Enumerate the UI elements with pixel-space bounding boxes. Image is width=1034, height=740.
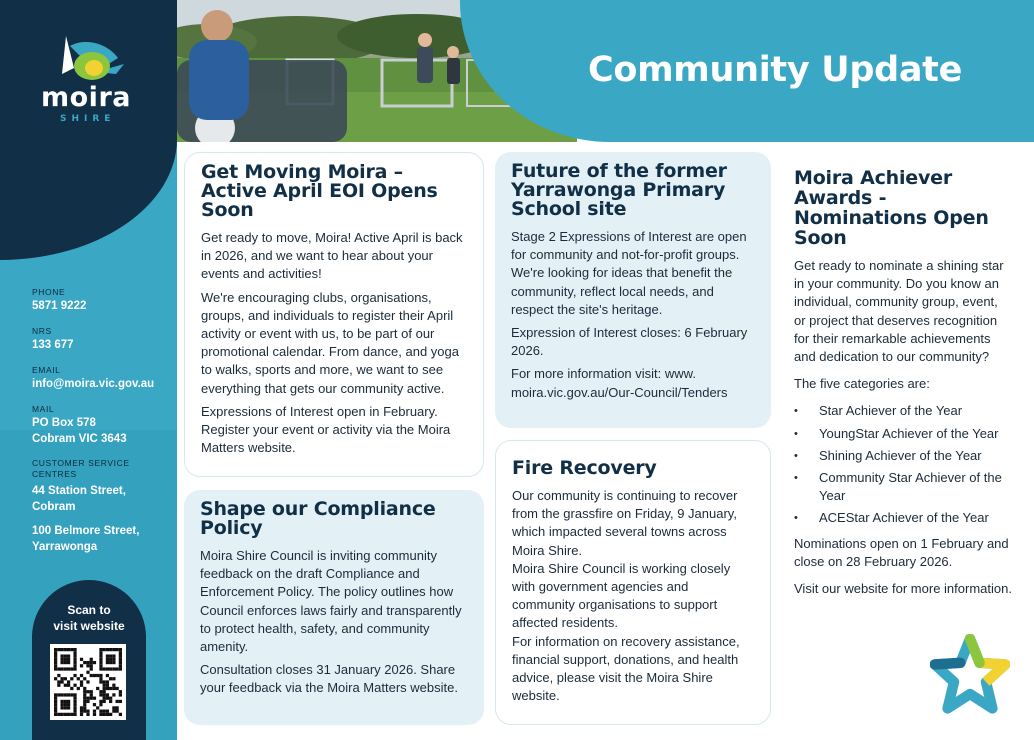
phone-label: PHONE <box>32 287 66 297</box>
contact-email <box>32 365 172 392</box>
article-active-april-p2: We're encouraging clubs, organisations, groups, and individuals to register their April activity or event with us, to be part of our promotional calendar. From dance, and yoga to walks, sports and more, we want to see everything that gets our community active. <box>201 289 459 396</box>
article-achiever-title: Moira Achiever Awards - Nominations Open Soon <box>794 167 989 249</box>
nrs-label: NRS <box>32 326 52 336</box>
brand-name: moira <box>41 82 131 113</box>
phone-value[interactable]: 5871 9222 <box>32 300 87 312</box>
mail-line1: PO Box 578 <box>32 417 96 429</box>
brand-sub: SHIRE <box>60 114 116 124</box>
contact-nrs <box>32 326 172 353</box>
service-label: CUSTOMER SERVICE CENTRES <box>32 458 130 479</box>
article-compliance <box>184 490 484 725</box>
nrs-value[interactable]: 133 677 <box>32 339 74 351</box>
article-fire-recovery <box>495 440 771 725</box>
article-active-april <box>184 152 484 477</box>
article-school-site-title: Future of the former Yarrawonga Primary School site <box>511 160 727 220</box>
email-label: EMAIL <box>32 365 61 375</box>
list-item: • Star Achiever of the Year <box>794 402 1012 420</box>
qr-panel <box>32 580 146 740</box>
article-school-site <box>495 152 771 428</box>
mail-label: MAIL <box>32 404 55 414</box>
article-fire-recovery-p3: For information on recovery assistance, financial support, donations, and health advice, please visit the Moira Shire website. <box>512 633 740 704</box>
contact-phone <box>32 287 172 314</box>
article-active-april-p3: Expressions of Interest open in February. Register your event or activity via the Moira Matters website. <box>201 403 451 456</box>
list-item: • Shining Achiever of the Year <box>794 447 1012 465</box>
moira-logo-icon <box>26 28 146 128</box>
article-fire-recovery-title: Fire Recovery <box>512 457 657 479</box>
qr-title <box>32 602 146 634</box>
article-achiever-awards <box>794 168 1012 607</box>
qr-title-line2: visit website <box>53 619 125 633</box>
article-compliance-title: Shape our Compliance Policy <box>200 498 436 539</box>
article-compliance-p1: Moira Shire Council is inviting community feedback on the draft Compliance and Enforcement Policy. The policy outlines how Council enforces laws fairly and transparently to protect health, safety, and community amenity. <box>200 548 462 655</box>
article-school-site-p3[interactable]: For more information visit: www. moira.vic.gov.au/Our-Council/Tenders <box>511 366 728 400</box>
article-achiever-p4: Visit our website for more information. <box>794 581 1012 597</box>
article-achiever-p1: Get ready to nominate a shining star in your community. Do you know an individual, community group, event, or project that deserves recognition for their remarkable achievements and dedication to our community? <box>794 258 1004 365</box>
list-item: • ACEStar Achiever of the Year <box>794 509 1012 527</box>
article-active-april-p1: Get ready to move, Moira! Active April is back in 2026, and we want to hear about your events and activities! <box>201 230 463 282</box>
achiever-categories-list <box>794 402 1012 527</box>
achiever-star-icon <box>930 634 1010 714</box>
list-item: • YoungStar Achiever of the Year <box>794 425 1012 443</box>
article-achiever-p2: The five categories are: <box>794 376 930 392</box>
article-achiever-p3: Nominations open on 1 February and close on 28 February 2026. <box>794 535 1009 569</box>
contact-mail <box>32 404 172 447</box>
centre2-line2: Yarrawonga <box>32 541 98 553</box>
article-school-site-p1: Stage 2 Expressions of Interest are open for community and not-for-profit groups. We're looking for ideas that benefit the community, reflect local needs, and respect the site's heritage. <box>511 229 747 317</box>
mail-line2: Cobram VIC 3643 <box>32 433 127 445</box>
email-value[interactable]: info@moira.vic.gov.au <box>32 378 155 390</box>
qr-code-icon[interactable] <box>50 644 126 720</box>
contact-service-centres <box>32 458 142 555</box>
article-fire-recovery-p2: Moira Shire Council is working closely with government agencies and community organisations to support affected residents. <box>512 560 731 631</box>
sidebar <box>0 0 177 740</box>
article-fire-recovery-p1: Our community is continuing to recover from the grassfire on Friday, 9 January, which impacted several towns across Moira Shire. <box>512 488 738 558</box>
qr-code-graphic <box>54 648 122 716</box>
centre2-line1: 100 Belmore Street, <box>32 525 140 537</box>
page-title: Community Update <box>588 50 963 90</box>
centre1-line2: Cobram <box>32 501 76 513</box>
article-active-april-title: Get Moving Moira – Active April EOI Opens Soon <box>201 161 438 221</box>
article-school-site-p2: Expression of Interest closes: 6 February 2026. <box>511 325 748 359</box>
article-compliance-p2: Consultation closes 31 January 2026. Share your feedback via the Moira Matters website. <box>200 662 458 696</box>
centre1-line1: 44 Station Street, <box>32 485 126 497</box>
qr-title-line1: Scan to <box>67 603 111 617</box>
list-item: • Community Star Achiever of the Year <box>794 469 1012 505</box>
